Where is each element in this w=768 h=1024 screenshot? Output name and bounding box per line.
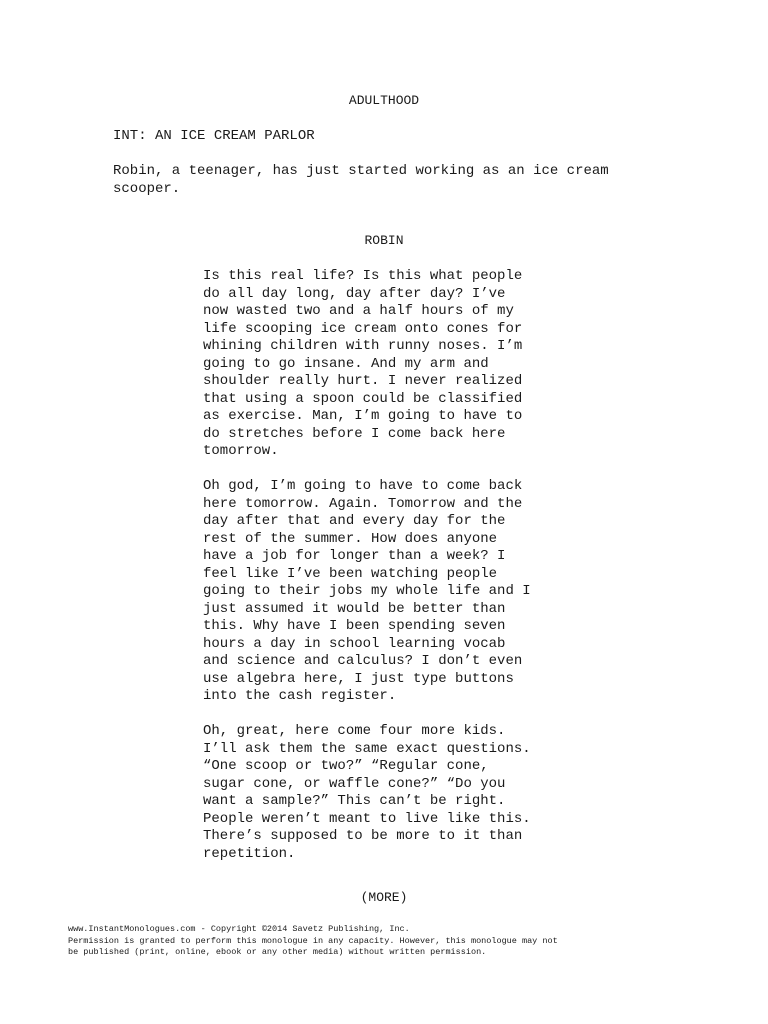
script-title-text: ADULTHOOD <box>348 93 420 108</box>
dialogue-line: do all day long, day after day? I’ve <box>203 285 506 302</box>
dialogue-line: repetition. <box>203 845 296 862</box>
dialogue-line: People weren’t meant to live like this. <box>203 810 531 827</box>
dialogue-line: whining children with runny noses. I’m <box>203 338 523 354</box>
dialogue-line: hours a day in school learning vocab <box>203 635 506 652</box>
dialogue-line: into the cash register. <box>203 688 397 704</box>
dialogue-line: feel like I’ve been watching people <box>203 565 498 582</box>
dialogue-line: going to go insane. And my arm and <box>203 355 489 372</box>
dialogue-line: this. Why have I been spending seven <box>203 618 506 634</box>
dialogue-line: tomorrow. <box>203 443 279 459</box>
dialogue-line: shoulder really hurt. I never realized <box>203 373 523 389</box>
dialogue-line: do stretches before I come back here <box>203 425 506 442</box>
footer-line: Permission is granted to perform this monologue in any capacity. However, this monologue may not <box>68 935 558 946</box>
dialogue-line: Oh god, I’m going to have to come back <box>203 478 523 494</box>
slugline: INT: AN ICE CREAM PARLOR <box>113 128 315 144</box>
script-title <box>0 93 768 108</box>
dialogue-line: going to their jobs my whole life and I <box>203 583 531 599</box>
copyright-footer <box>68 924 708 959</box>
dialogue-line: “One scoop or two?” “Regular cone, <box>203 758 489 774</box>
dialogue-line: that using a spoon could be classified <box>203 390 523 407</box>
dialogue-line: as exercise. Man, I’m going to have to <box>203 408 523 424</box>
dialogue-line: day after that and every day for the <box>203 513 506 529</box>
action-line: Robin, a teenager, has just started working as an ice cream <box>113 163 609 179</box>
dialogue-paragraph <box>203 723 558 863</box>
dialogue-line: Oh, great, here come four more kids. <box>203 723 506 739</box>
more-indicator: (MORE) <box>360 890 408 905</box>
action-description <box>113 163 653 198</box>
action-line: scooper. <box>113 180 181 197</box>
dialogue-line: just assumed it would be better than <box>203 600 506 617</box>
dialogue-line: There’s supposed to be more to it than <box>203 828 523 844</box>
dialogue-block <box>203 268 558 881</box>
dialogue-paragraph <box>203 268 558 461</box>
dialogue-line: I’ll ask them the same exact questions. <box>203 740 531 757</box>
footer-line: www.InstantMonologues.com - Copyright ©2014 Savetz Publishing, Inc. <box>68 924 410 934</box>
dialogue-line: life scooping ice cream onto cones for <box>203 320 523 337</box>
character-name: ROBIN <box>364 233 404 248</box>
footer-line: be published (print, online, ebook or any other media) without written permission. <box>68 947 487 957</box>
dialogue-paragraph <box>203 478 558 706</box>
dialogue-line: and science and calculus? I don’t even <box>203 653 523 669</box>
dialogue-line: want a sample?” This can’t be right. <box>203 793 506 809</box>
dialogue-line: use algebra here, I just type buttons <box>203 670 514 687</box>
dialogue-line: sugar cone, or waffle cone?” “Do you <box>203 775 506 792</box>
dialogue-line: have a job for longer than a week? I <box>203 548 506 564</box>
dialogue-line: Is this real life? Is this what people <box>203 268 523 284</box>
dialogue-line: rest of the summer. How does anyone <box>203 530 498 547</box>
dialogue-line: now wasted two and a half hours of my <box>203 303 514 319</box>
dialogue-line: here tomorrow. Again. Tomorrow and the <box>203 495 523 512</box>
